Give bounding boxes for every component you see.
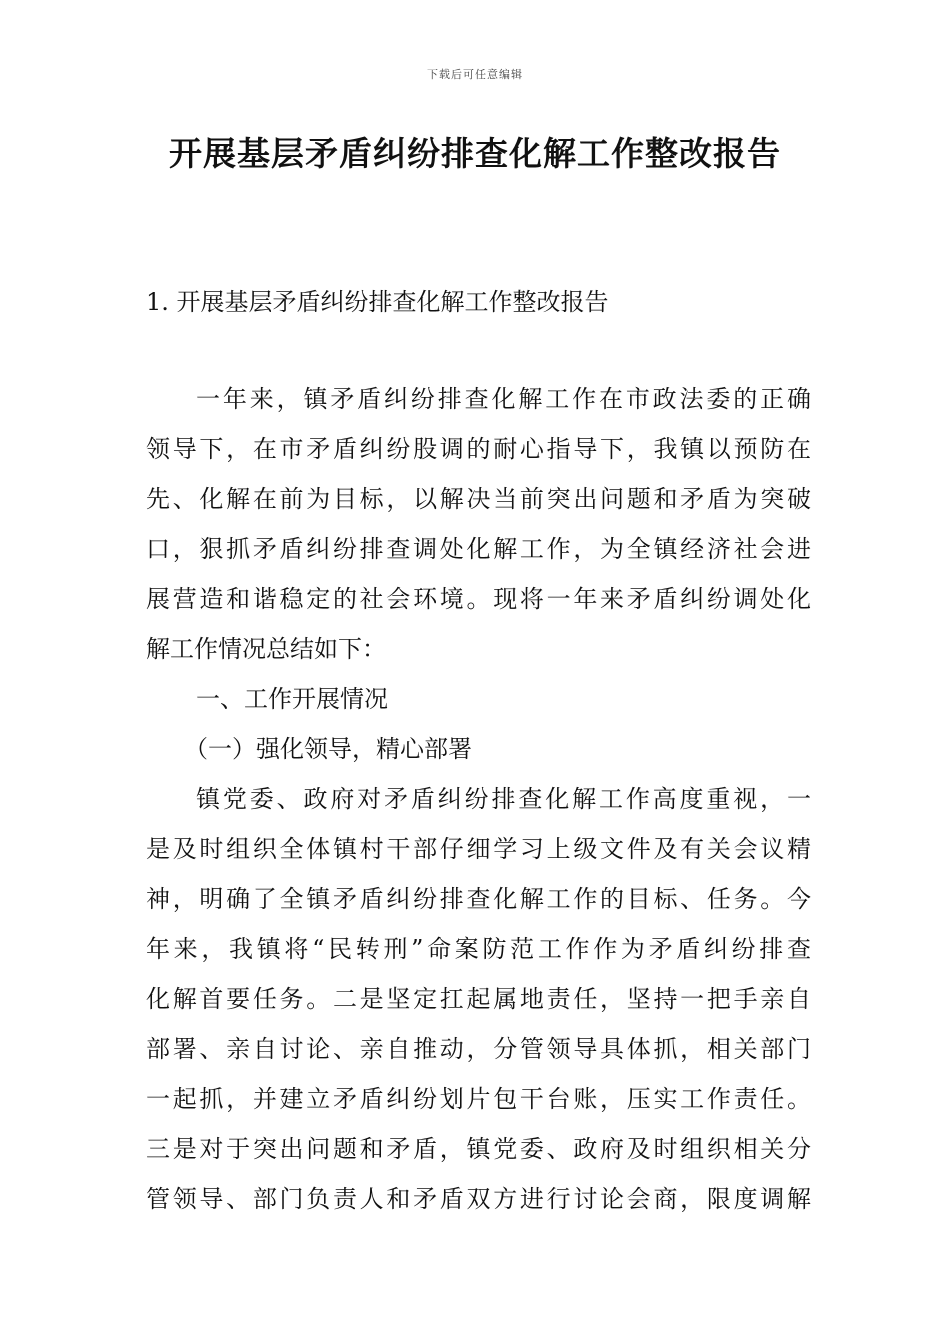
body-line: 是及时组织全体镇村干部仔细学习上级文件及有关会议精 xyxy=(146,835,811,863)
body-line: 口，狠抓矛盾纠纷排查调处化解工作，为全镇经济社会进 xyxy=(146,535,811,563)
body-line: 领导下，在市矛盾纠纷股调的耐心指导下，我镇以预防在 xyxy=(146,435,811,463)
document-title: 开展基层矛盾纠纷排查化解工作整改报告 xyxy=(169,134,781,173)
body-line: 部署、亲自讨论、亲自推动，分管领导具体抓，相关部门 xyxy=(146,1035,811,1063)
section-heading: 一、工作开展情况 xyxy=(196,685,388,713)
body-line: 管领导、部门负责人和矛盾双方进行讨论会商，限度调解 xyxy=(146,1185,811,1213)
body-line: 一年来，镇矛盾纠纷排查化解工作在市政法委的正确 xyxy=(196,385,811,413)
body-text xyxy=(146,374,811,1224)
body-line: 神，明确了全镇矛盾纠纷排查化解工作的目标、任务。今 xyxy=(146,885,811,913)
body-line: 年来，我镇将“民转刑”命案防范工作作为矛盾纠纷排查 xyxy=(146,935,811,963)
body-line: 展营造和谐稳定的社会环境。现将一年来矛盾纠纷调处化 xyxy=(146,585,811,613)
body-line: 一起抓，并建立矛盾纠纷划片包干台账，压实工作责任。 xyxy=(146,1085,811,1113)
subsection-heading: （一）强化领导，精心部署 xyxy=(184,735,472,763)
body-line: 解工作情况总结如下： xyxy=(146,635,386,663)
body-line: 化解首要任务。二是坚定扛起属地责任，坚持一把手亲自 xyxy=(146,985,811,1013)
body-line: 镇党委、政府对矛盾纠纷排查化解工作高度重视，一 xyxy=(196,785,811,813)
body-line: 先、化解在前为目标，以解决当前突出问题和矛盾为突破 xyxy=(146,485,811,513)
body-line: 三是对于突出问题和矛盾，镇党委、政府及时组织相关分 xyxy=(146,1135,811,1163)
header-note: 下载后可任意编辑 xyxy=(427,68,523,81)
document-subtitle: 1. 开展基层矛盾纠纷排查化解工作整改报告 xyxy=(146,288,609,316)
